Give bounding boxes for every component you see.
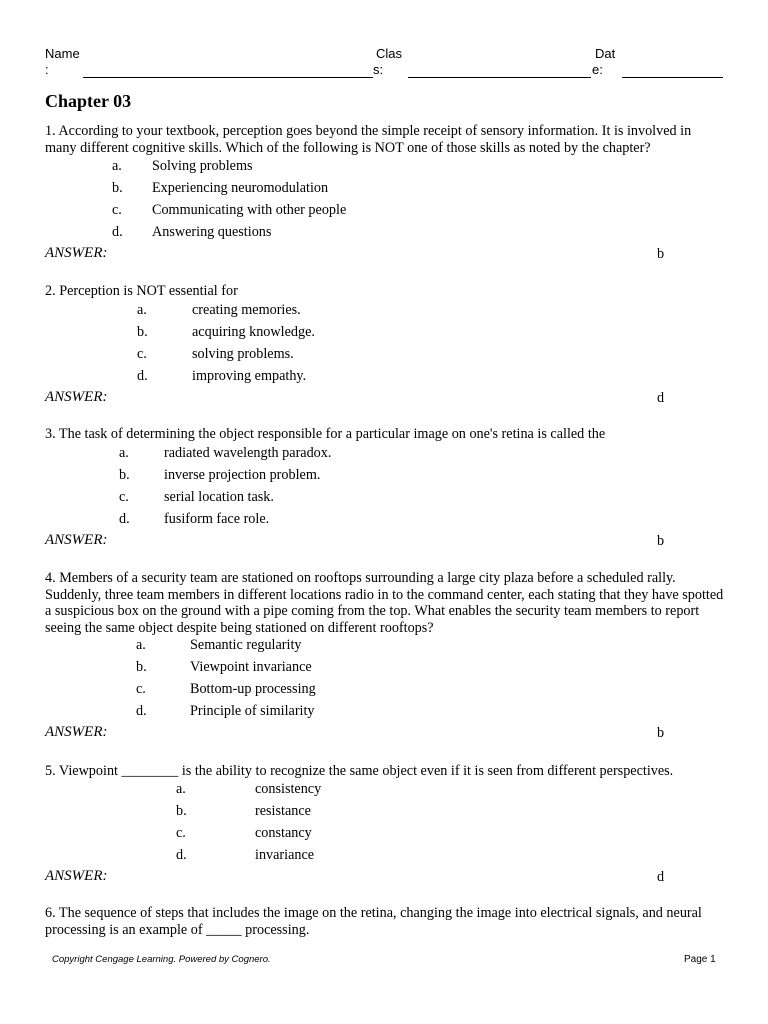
option-letter: a. bbox=[137, 302, 147, 318]
name-label: Name bbox=[45, 46, 80, 61]
answer-label-4: ANSWER: bbox=[45, 724, 108, 740]
option-text: creating memories. bbox=[192, 302, 301, 318]
option-letter: a. bbox=[119, 445, 129, 461]
option-letter: d. bbox=[176, 847, 187, 863]
option-text: acquiring knowledge. bbox=[192, 324, 315, 340]
option-text: constancy bbox=[255, 825, 312, 841]
option-letter: c. bbox=[176, 825, 186, 841]
option-letter: a. bbox=[136, 637, 146, 653]
chapter-title: Chapter 03 bbox=[45, 91, 132, 111]
answer-label-3: ANSWER: bbox=[45, 532, 108, 548]
option-text: Communicating with other people bbox=[152, 202, 347, 218]
option-text: Answering questions bbox=[152, 224, 272, 240]
option-text: Experiencing neuromodulation bbox=[152, 180, 329, 196]
option-letter: b. bbox=[137, 324, 148, 340]
option-text: resistance bbox=[255, 803, 311, 819]
date-field-line[interactable] bbox=[622, 77, 723, 78]
class-colon: s: bbox=[373, 62, 384, 77]
name-colon: : bbox=[45, 62, 49, 77]
option-text: invariance bbox=[255, 847, 315, 863]
option-text: fusiform face role. bbox=[164, 511, 270, 527]
question-3-text: 3. The task of determining the object responsible for a particular image on one's retina is called the bbox=[45, 426, 606, 442]
answer-label-1: ANSWER: bbox=[45, 245, 108, 261]
answer-value-2: d bbox=[657, 390, 665, 406]
option-text: radiated wavelength paradox. bbox=[164, 445, 332, 461]
option-text: solving problems. bbox=[192, 346, 294, 362]
option-letter: c. bbox=[137, 346, 147, 362]
answer-value-1: b bbox=[657, 246, 665, 262]
question-6-text: 6. The sequence of steps that includes the image on the retina, changing the image into electrical signals, and neural processing is an example of _____ processing. bbox=[45, 905, 702, 938]
option-letter: d. bbox=[136, 703, 147, 719]
name-field-line[interactable] bbox=[83, 77, 373, 78]
answer-value-3: b bbox=[657, 533, 665, 549]
answer-value-4: b bbox=[657, 725, 665, 741]
option-letter: a. bbox=[112, 158, 122, 174]
option-text: Principle of similarity bbox=[190, 703, 315, 719]
answer-label-2: ANSWER: bbox=[45, 389, 108, 405]
option-letter: b. bbox=[176, 803, 187, 819]
answer-value-5: d bbox=[657, 869, 665, 885]
option-letter: c. bbox=[112, 202, 122, 218]
option-letter: b. bbox=[112, 180, 123, 196]
option-text: improving empathy. bbox=[192, 368, 307, 384]
option-letter: b. bbox=[119, 467, 130, 483]
option-text: consistency bbox=[255, 781, 322, 797]
question-1-text: 1. According to your textbook, perception goes beyond the simple receipt of sensory information. It is involved in many different cognitive skills. Which of the following is NOT one of those skills as noted by the chapter? bbox=[45, 123, 692, 156]
date-colon: e: bbox=[592, 62, 603, 77]
option-letter: b. bbox=[136, 659, 147, 675]
option-letter: c. bbox=[119, 489, 129, 505]
option-text: serial location task. bbox=[164, 489, 274, 505]
class-field-line[interactable] bbox=[408, 77, 591, 78]
option-letter: d. bbox=[112, 224, 123, 240]
date-label: Dat bbox=[595, 46, 616, 61]
option-text: Semantic regularity bbox=[190, 637, 302, 653]
question-5-text: 5. Viewpoint ________ is the ability to recognize the same object even if it is seen from different perspectives. bbox=[45, 763, 674, 779]
option-text: inverse projection problem. bbox=[164, 467, 321, 483]
question-4-text: 4. Members of a security team are stationed on rooftops surrounding a large city plaza before a scheduled rally. Suddenly, three team members in different locations radio in to the command center, each stating that they have spotted a suspicious box on the ground with a pipe coming from the top. What enables the security team members to report seeing the same object despite being stationed on different rooftops? bbox=[45, 570, 724, 636]
option-text: Viewpoint invariance bbox=[190, 659, 312, 675]
option-text: Bottom-up processing bbox=[190, 681, 316, 697]
option-letter: c. bbox=[136, 681, 146, 697]
question-2-text: 2. Perception is NOT essential for bbox=[45, 283, 238, 299]
option-letter: a. bbox=[176, 781, 186, 797]
option-letter: d. bbox=[119, 511, 130, 527]
option-letter: d. bbox=[137, 368, 148, 384]
footer-copyright: Copyright Cengage Learning. Powered by Cognero. bbox=[52, 954, 271, 965]
answer-label-5: ANSWER: bbox=[45, 868, 108, 884]
footer-page-number: Page 1 bbox=[684, 954, 716, 965]
class-label: Clas bbox=[376, 46, 403, 61]
option-text: Solving problems bbox=[152, 158, 253, 174]
